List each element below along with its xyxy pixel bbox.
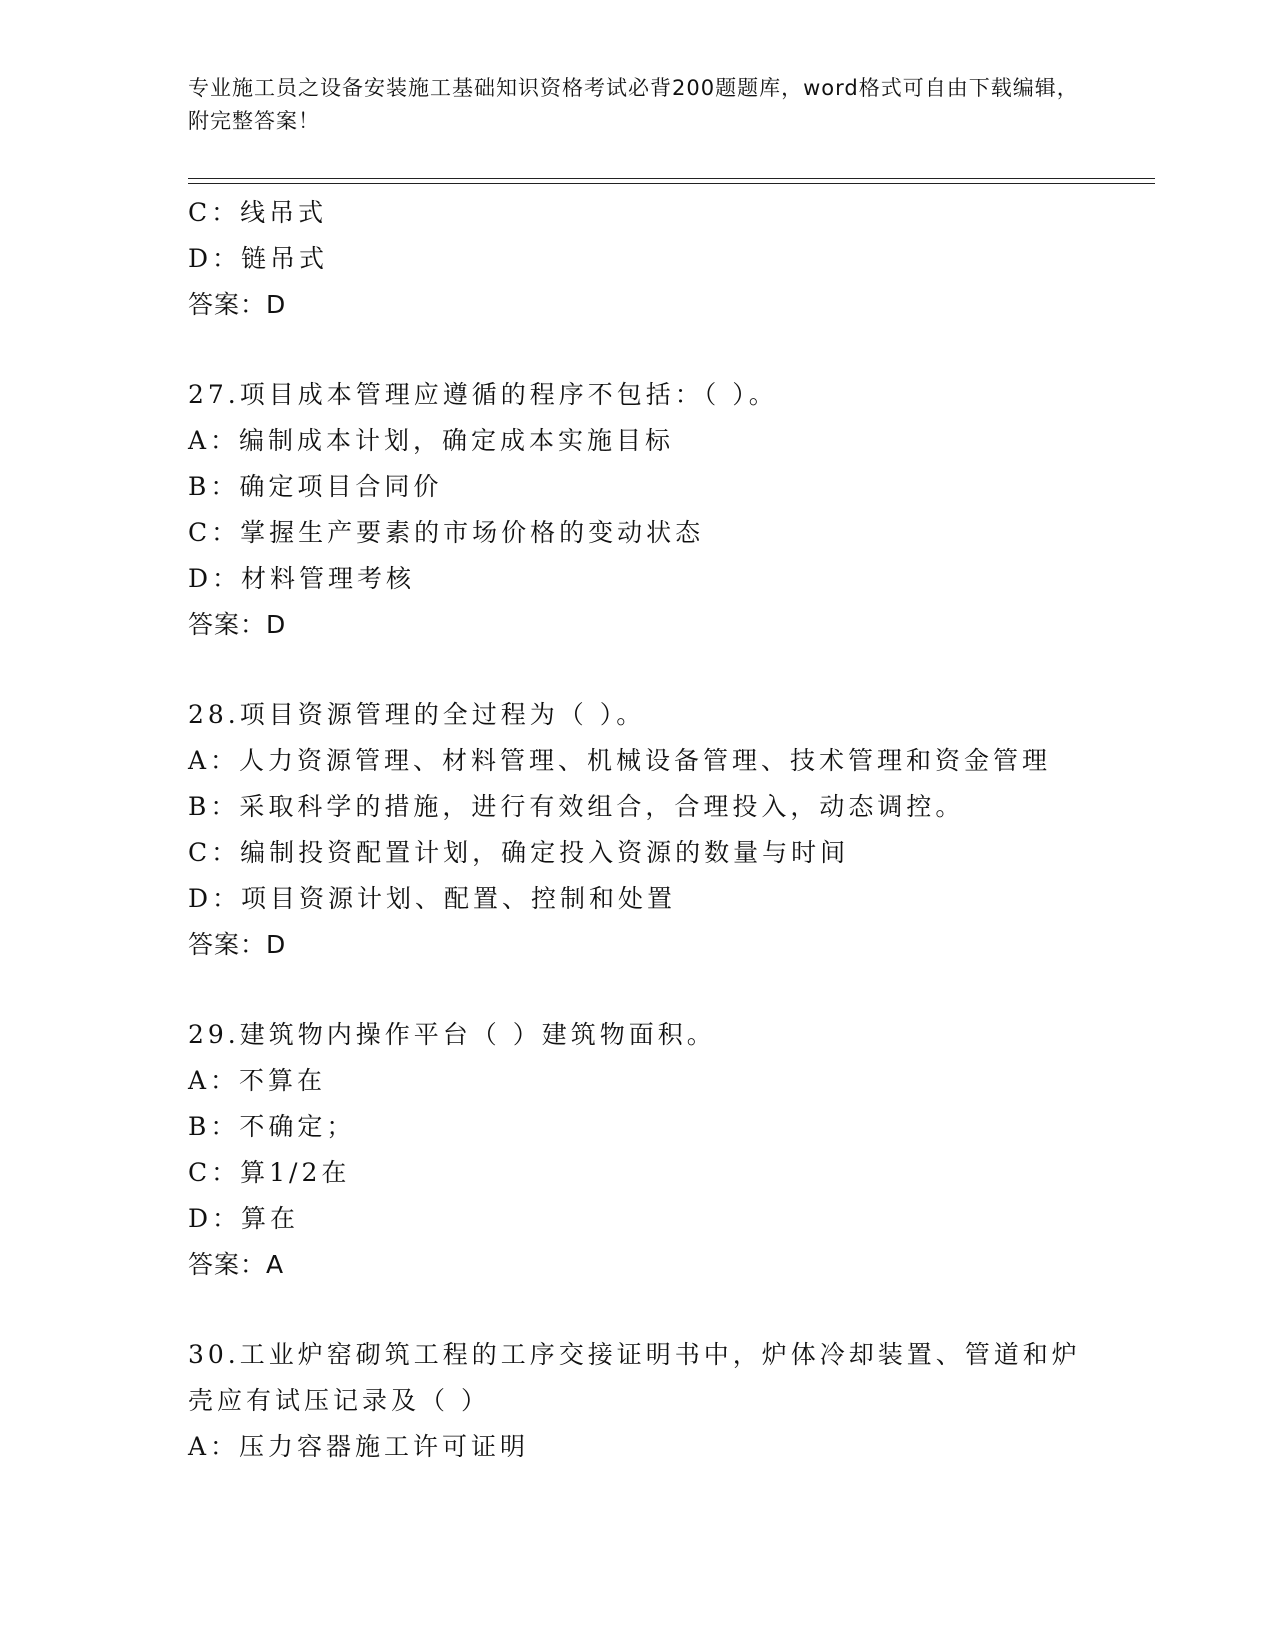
answer-key: 答案：A — [188, 1250, 285, 1279]
question-text: 30.工业炉窑砌筑工程的工序交接证明书中，炉体冷却装置、管道和炉壳应有试压记录及（ ） — [188, 1340, 1081, 1415]
answer-option: A：人力资源管理、材料管理、机械设备管理、技术管理和资金管理 — [188, 746, 1052, 775]
paragraph-gap — [188, 1288, 1088, 1332]
document-body — [188, 190, 1088, 1470]
answer-option: D：材料管理考核 — [188, 564, 416, 593]
answer-option: D：项目资源计划、配置、控制和处置 — [188, 884, 677, 913]
answer-option: B：确定项目合同价 — [188, 472, 443, 501]
header-divider — [188, 178, 1155, 184]
paragraph-gap — [188, 648, 1088, 692]
question-text: 27.项目成本管理应遵循的程序不包括：（ ）。 — [188, 380, 778, 409]
paragraph-gap — [188, 328, 1088, 372]
question-text: 28.项目资源管理的全过程为（ ）。 — [188, 700, 646, 729]
answer-option: A：编制成本计划，确定成本实施目标 — [188, 426, 675, 455]
answer-option: D：算在 — [188, 1204, 300, 1233]
answer-option: B：采取科学的措施，进行有效组合，合理投入，动态调控。 — [188, 792, 965, 821]
answer-option: C：编制投资配置计划，确定投入资源的数量与时间 — [188, 838, 850, 867]
answer-option: C：线吊式 — [188, 198, 328, 227]
question-text: 29.建筑物内操作平台（ ）建筑物面积。 — [188, 1020, 716, 1049]
answer-key: 答案：D — [188, 610, 287, 639]
answer-key: 答案：D — [188, 290, 287, 319]
answer-option: A：不算在 — [188, 1066, 327, 1095]
paragraph-gap — [188, 968, 1088, 1012]
answer-option: C：算1/2在 — [188, 1158, 351, 1187]
answer-key: 答案：D — [188, 930, 287, 959]
answer-option: A：压力容器施工许可证明 — [188, 1432, 530, 1461]
answer-option: D：链吊式 — [188, 244, 329, 273]
document-header: 专业施工员之设备安装施工基础知识资格考试必背200题题库，word格式可自由下载编辑，附完整答案！ — [188, 76, 1079, 133]
answer-option: C：掌握生产要素的市场价格的变动状态 — [188, 518, 705, 547]
answer-option: B：不确定； — [188, 1112, 356, 1141]
